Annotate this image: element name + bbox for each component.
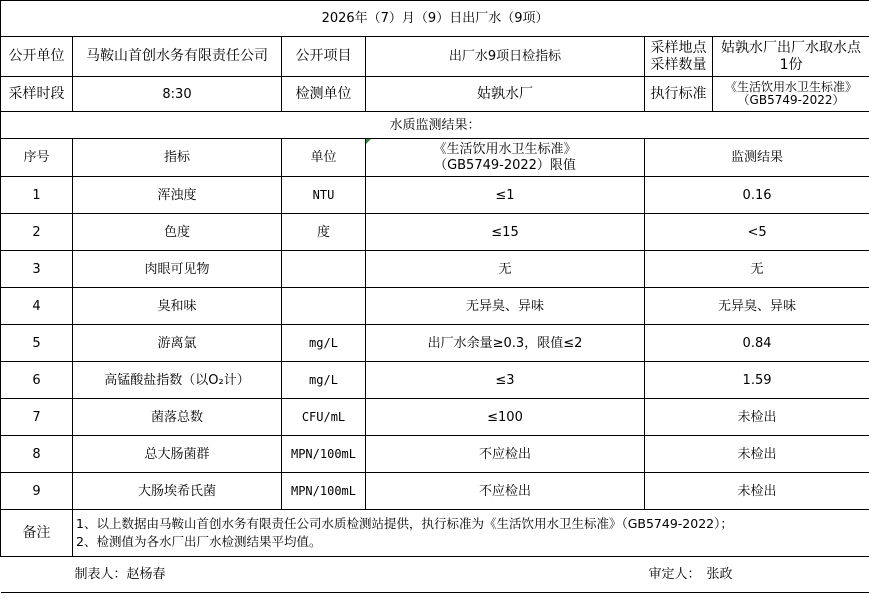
sample-place-label: 采样地点 xyxy=(650,39,707,56)
row-no: 8 xyxy=(1,436,73,473)
row-limit: ≤3 xyxy=(366,362,645,399)
col-indicator: 指标 xyxy=(73,139,282,177)
unit-value: 姑孰水厂 xyxy=(366,77,645,112)
row-limit: 不应检出 xyxy=(366,436,645,473)
row-unit xyxy=(282,288,366,325)
row-result: <5 xyxy=(645,214,869,251)
publisher-label: 公开单位 xyxy=(1,37,73,77)
row-no: 3 xyxy=(1,251,73,288)
notes-line2: 2、检测值为各水厂出厂水检测结果平均值。 xyxy=(76,534,322,549)
row-limit: 不应检出 xyxy=(366,473,645,510)
row-unit: CFU/mL xyxy=(282,399,366,436)
row-limit: 无 xyxy=(366,251,645,288)
maker-name: 赵杨春 xyxy=(126,567,166,582)
row-no: 4 xyxy=(1,288,73,325)
col-result: 监测结果 xyxy=(645,139,869,177)
row-result: 未检出 xyxy=(645,473,869,510)
row-no: 9 xyxy=(1,473,73,510)
standard-line2: （GB5749-2022） xyxy=(737,93,845,107)
table-row xyxy=(1,325,869,362)
sample-count-label: 采样数量 xyxy=(650,56,707,73)
table-row xyxy=(1,288,869,325)
table-row xyxy=(1,251,869,288)
table-row xyxy=(1,473,869,510)
results-title: 水质监测结果： xyxy=(1,112,869,139)
row-limit: ≤100 xyxy=(366,399,645,436)
col-limit-line2: （GB5749-2022）限值 xyxy=(434,157,576,173)
table-row xyxy=(1,214,869,251)
notes-text xyxy=(73,510,869,557)
standard-line1: 《生活饮用水卫生标准》 xyxy=(725,80,858,94)
table-row xyxy=(1,362,869,399)
row-unit xyxy=(282,251,366,288)
row-result: 1.59 xyxy=(645,362,869,399)
maker-label: 制表人： xyxy=(74,567,127,582)
row-indicator: 总大肠菌群 xyxy=(73,436,282,473)
sheet-title: 2026年（7）月（9）日出厂水（9项） xyxy=(1,1,869,37)
row-limit: 出厂水余量≥0.3，限值≤2 xyxy=(366,325,645,362)
reviewer-cell xyxy=(645,557,869,593)
row-no: 7 xyxy=(1,399,73,436)
row-indicator: 臭和味 xyxy=(73,288,282,325)
row-indicator: 大肠埃希氏菌 xyxy=(73,473,282,510)
notes-label: 备注 xyxy=(1,510,73,557)
row-result: 0.84 xyxy=(645,325,869,362)
row-indicator: 高锰酸盐指数（以O₂计） xyxy=(73,362,282,399)
unit-label: 检测单位 xyxy=(282,77,366,112)
col-no: 序号 xyxy=(1,139,73,177)
row-no: 2 xyxy=(1,214,73,251)
row-result: 无 xyxy=(645,251,869,288)
row-no: 1 xyxy=(1,177,73,214)
row-unit: mg/L xyxy=(282,362,366,399)
reviewer-label: 审定人： xyxy=(648,567,701,582)
row-result: 无异臭、异味 xyxy=(645,288,869,325)
cell-comment-marker xyxy=(366,139,371,144)
reviewer-name: 张政 xyxy=(706,567,733,582)
col-unit: 单位 xyxy=(282,139,366,177)
row-indicator: 肉眼可见物 xyxy=(73,251,282,288)
row-limit: 无异臭、异味 xyxy=(366,288,645,325)
item-label: 公开项目 xyxy=(282,37,366,77)
table-row xyxy=(1,399,869,436)
row-limit: ≤1 xyxy=(366,177,645,214)
row-no: 5 xyxy=(1,325,73,362)
sample-values-cell xyxy=(713,37,869,77)
time-value: 8:30 xyxy=(73,77,282,112)
standard-value xyxy=(713,77,869,112)
standard-label: 执行标准 xyxy=(645,77,713,112)
item-value: 出厂水9项日检指标 xyxy=(366,37,645,77)
table-row xyxy=(1,177,869,214)
notes-line1: 1、以上数据由马鞍山首创水务有限责任公司水质检测站提供，执行标准为《生活饮用水卫生标准》（GB5749-2022）； xyxy=(76,516,733,531)
col-limit xyxy=(366,139,645,177)
row-unit: NTU xyxy=(282,177,366,214)
time-label: 采样时段 xyxy=(1,77,73,112)
row-indicator: 色度 xyxy=(73,214,282,251)
row-unit: MPN/100mL xyxy=(282,473,366,510)
col-limit-line1: 《生活饮用水卫生标准》 xyxy=(433,141,577,157)
row-result: 未检出 xyxy=(645,436,869,473)
row-indicator: 游离氯 xyxy=(73,325,282,362)
row-limit: ≤15 xyxy=(366,214,645,251)
publisher-value: 马鞍山首创水务有限责任公司 xyxy=(73,37,282,77)
row-result: 未检出 xyxy=(645,399,869,436)
row-unit: 度 xyxy=(282,214,366,251)
row-result: 0.16 xyxy=(645,177,869,214)
sample-place-value: 姑孰水厂出厂水取水点 xyxy=(721,39,862,56)
row-unit: mg/L xyxy=(282,325,366,362)
table-row xyxy=(1,436,869,473)
sample-labels-cell xyxy=(645,37,713,77)
row-unit: MPN/100mL xyxy=(282,436,366,473)
maker-cell xyxy=(1,557,645,593)
row-no: 6 xyxy=(1,362,73,399)
row-indicator: 浑浊度 xyxy=(73,177,282,214)
sample-count-value: 1份 xyxy=(779,56,803,73)
row-indicator: 菌落总数 xyxy=(73,399,282,436)
